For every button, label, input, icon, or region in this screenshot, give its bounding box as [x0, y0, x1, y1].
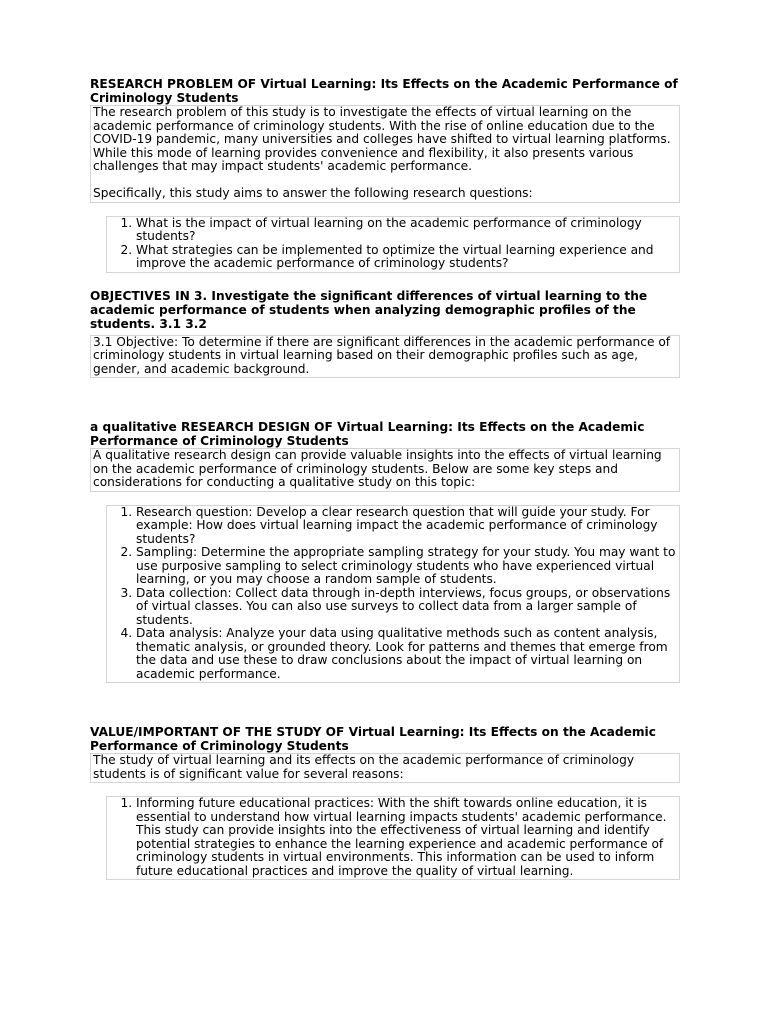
objectives-box	[90, 335, 680, 379]
research-questions-intro: Specifically, this study aims to answer the following research questions:	[93, 186, 533, 200]
value-of-study-paragraph: The study of virtual learning and its effects on the academic performance of criminology students is of significant value for several reasons:	[93, 753, 635, 781]
research-problem-box	[90, 105, 680, 203]
list-item: 1. Research question: Develop a clear research question that will guide your study. For example: How does virtual learning impact the academic performance of criminology students?	[136, 506, 677, 547]
document-page	[90, 78, 680, 880]
list-item: 2. What strategies can be implemented to optimize the virtual learning experience and improve the academic performance of criminology students?	[136, 244, 677, 271]
section-heading-value-of-study: VALUE/IMPORTANT OF THE STUDY OF Virtual Learning: Its Effects on the Academic Performance of Criminology Students	[90, 725, 656, 753]
list-item: 1. Informing future educational practices: With the shift towards online education, it is essential to understand how virtual learning impacts students' academic performance. This study can provide insights into the effectiveness of virtual learning and identify potential strategies to enhance the learning experience and academic performance of criminology students in virtual environments. This information can be used to inform future educational practices and improve the quality of virtual learning.	[136, 797, 677, 878]
section-heading-objectives: OBJECTIVES IN 3. Investigate the significant differences of virtual learning to the academic performance of students when analyzing demographic profiles of the students. 3.1 3.2	[90, 288, 648, 331]
research-problem-paragraph: The research problem of this study is to investigate the effects of virtual learning on the academic performance of criminology students. With the rise of online education due to the COVID-19 pandemic, many universities and colleges have shifted to virtual learning platforms. While this mode of learning provides convenience and flexibility, it also presents various challenges that may impact students' academic performance.	[93, 105, 671, 173]
section-heading-research-design: a qualitative RESEARCH DESIGN OF Virtual Learning: Its Effects on the Academic Performance of Criminology Students	[90, 420, 645, 448]
research-design-box	[90, 448, 680, 492]
research-questions-list-box	[106, 216, 680, 273]
value-of-study-list-box	[106, 796, 680, 880]
section-heading-research-problem: RESEARCH PROBLEM OF Virtual Learning: Its Effects on the Academic Performance of Criminology Students	[90, 77, 678, 105]
list-item: 3. Data collection: Collect data through in-depth interviews, focus groups, or observations of virtual classes. You can also use surveys to collect data from a larger sample of students.	[136, 587, 677, 628]
value-of-study-box	[90, 753, 680, 783]
list-item: 4. Data analysis: Analyze your data using qualitative methods such as content analysis, thematic analysis, or grounded theory. Look for patterns and themes that emerge from the data and use these to draw conclusions about the impact of virtual learning on academic performance.	[136, 627, 677, 681]
research-design-steps-list	[109, 506, 677, 682]
research-questions-list	[109, 217, 677, 271]
research-design-paragraph: A qualitative research design can provide valuable insights into the effects of virtual learning on the academic performance of criminology students. Below are some key steps and considerations for conducting a qualitative study on this topic:	[93, 448, 662, 489]
objective-paragraph: 3.1 Objective: To determine if there are significant differences in the academic performance of criminology students in virtual learning based on their demographic profiles such as age, gender, and academic background.	[93, 334, 671, 376]
list-item: 2. Sampling: Determine the appropriate sampling strategy for your study. You may want to use purposive sampling to select criminology students who have experienced virtual learning, or you may choose a random sample of students.	[136, 546, 677, 587]
list-item: 1. What is the impact of virtual learning on the academic performance of criminology students?	[136, 217, 677, 244]
research-design-list-box	[106, 505, 680, 684]
value-of-study-list	[109, 797, 677, 878]
